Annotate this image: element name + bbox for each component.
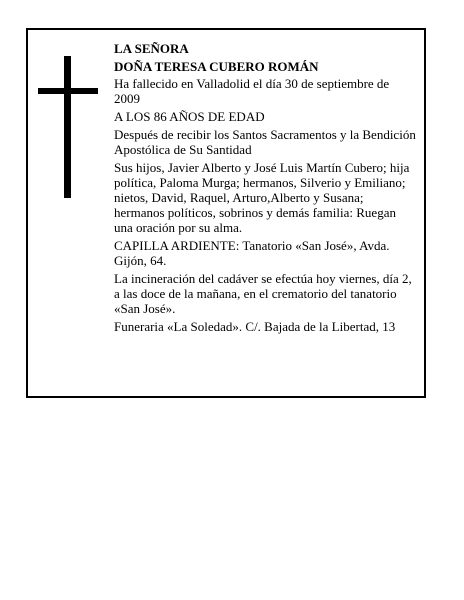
deceased-name: DOÑA TERESA CUBERO ROMÁN: [114, 59, 319, 74]
death-statement: Ha fallecido en Valladolid el día 30 de septiembre de 2009: [114, 76, 390, 106]
obituary-notice: [26, 28, 426, 398]
funeral-home-statement: Funeraria «La Soledad». C/. Bajada de la Libertad, 13: [114, 319, 396, 334]
family-statement: Sus hijos, Javier Alberto y José Luis Martín Cubero; hija política, Paloma Murga; hermanos, Silverio y Emiliano; nietos, David, Raquel, Arturo,Alberto y Susana; hermanos políticos, sobrinos y demás familia: Ruegan una oración por su alma.: [114, 160, 410, 235]
cross-icon: [38, 56, 100, 198]
notice-title: LA SEÑORA: [114, 41, 189, 56]
age-statement: A LOS 86 AÑOS DE EDAD: [114, 109, 265, 124]
chapel-statement: CAPILLA ARDIENTE: Tanatorio «San José», Avda. Gijón, 64.: [114, 238, 390, 268]
cremation-statement: La incineración del cadáver se efectúa hoy viernes, día 2, a las doce de la mañana, en el crematorio del tanatorio «San José».: [114, 271, 412, 316]
cross-horizontal-bar: [38, 88, 98, 94]
notice-text: [114, 41, 416, 337]
sacraments-statement: Después de recibir los Santos Sacramentos y la Bendición Apostólica de Su Santidad: [114, 127, 416, 157]
cross-vertical-bar: [64, 56, 71, 198]
